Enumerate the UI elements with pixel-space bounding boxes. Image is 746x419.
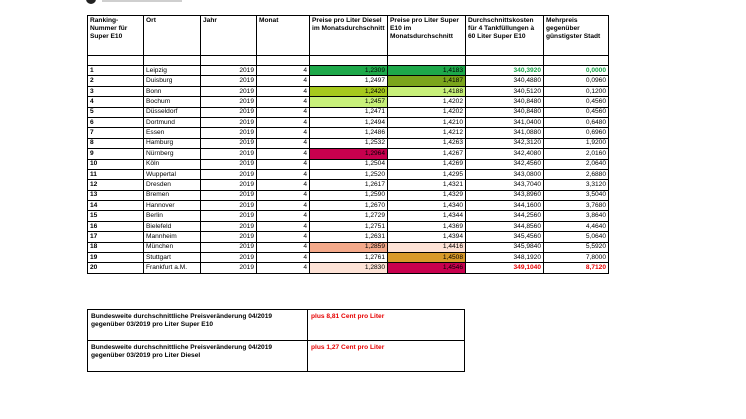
cell-year: 2019 [201,232,257,242]
cell-year: 2019 [201,128,257,138]
cell-year: 2019 [201,190,257,200]
cell-diesel-price: 1,2457 [310,97,388,107]
cell-cost: 349,1040 [466,263,544,273]
cell-extra-price: 3,3120 [544,180,609,190]
cell-cost: 343,0800 [466,169,544,179]
spacer-cell [257,56,310,66]
cell-month: 4 [257,211,310,221]
table-row [88,97,609,107]
table-row [88,180,609,190]
cell-cost: 343,8960 [466,190,544,200]
cell-year: 2019 [201,263,257,273]
cell-e10-price: 1,4369 [388,221,466,231]
cell-year: 2019 [201,117,257,127]
cell-rank: 4 [88,97,144,107]
cell-rank: 15 [88,211,144,221]
cell-year: 2019 [201,97,257,107]
cell-city: Duisburg [144,76,201,86]
cell-cost: 345,4560 [466,232,544,242]
cell-city: Bonn [144,86,201,96]
cell-city: Dresden [144,180,201,190]
cell-city: Berlin [144,211,201,221]
cell-city: Leipzig [144,66,201,76]
summary-label: Bundesweite durchschnittliche Preisveränderung 04/2019 gegenüber 03/2019 pro Liter Diesel [88,341,308,372]
cell-e10-price: 1,4187 [388,76,466,86]
cell-e10-price: 1,4267 [388,149,466,159]
cell-diesel-price: 1,2631 [310,232,388,242]
cell-diesel-price: 1,2471 [310,107,388,117]
cell-diesel-price: 1,2497 [310,76,388,86]
summary-row-diesel [88,341,465,372]
cell-e10-price: 1,4202 [388,97,466,107]
cell-year: 2019 [201,149,257,159]
cell-year: 2019 [201,221,257,231]
table-row [88,190,609,200]
cell-month: 4 [257,180,310,190]
cell-city: Nürnberg [144,149,201,159]
cell-extra-price: 0,4560 [544,107,609,117]
cell-cost: 344,2560 [466,211,544,221]
cell-extra-price: 3,8640 [544,211,609,221]
cell-cost: 341,0880 [466,128,544,138]
cell-month: 4 [257,107,310,117]
cell-e10-price: 1,4263 [388,138,466,148]
summary-label: Bundesweite durchschnittliche Preisveränderung 04/2019 gegenüber 03/2019 pro Liter Super E10 [88,310,308,341]
cell-city: Köln [144,159,201,169]
cell-extra-price: 3,5040 [544,190,609,200]
cell-cost: 344,1600 [466,201,544,211]
cell-city: Frankfurt a.M. [144,263,201,273]
spacer-cell [144,56,201,66]
cell-cost: 340,4880 [466,76,544,86]
cell-month: 4 [257,263,310,273]
cell-rank: 14 [88,201,144,211]
cell-year: 2019 [201,66,257,76]
cell-month: 4 [257,86,310,96]
cell-rank: 2 [88,76,144,86]
cell-month: 4 [257,190,310,200]
cell-extra-price: 0,6480 [544,117,609,127]
cell-extra-price: 0,1200 [544,86,609,96]
cell-rank: 18 [88,242,144,252]
cell-city: Mannheim [144,232,201,242]
cell-extra-price: 5,0640 [544,232,609,242]
cell-cost: 340,3920 [466,66,544,76]
cell-e10-price: 1,4269 [388,159,466,169]
cell-e10-price: 1,4508 [388,253,466,263]
cell-diesel-price: 1,2532 [310,138,388,148]
cell-extra-price: 0,0960 [544,76,609,86]
cell-city: Hamburg [144,138,201,148]
cell-e10-price: 1,4295 [388,169,466,179]
cell-rank: 12 [88,180,144,190]
cell-year: 2019 [201,201,257,211]
cell-month: 4 [257,117,310,127]
cell-city: Stuttgart [144,253,201,263]
cell-year: 2019 [201,253,257,263]
cell-month: 4 [257,97,310,107]
cell-month: 4 [257,201,310,211]
cell-city: Hannover [144,201,201,211]
cell-e10-price: 1,4188 [388,86,466,96]
cell-e10-price: 1,4340 [388,201,466,211]
cell-cost: 344,8560 [466,221,544,231]
cell-extra-price: 3,7680 [544,201,609,211]
cell-month: 4 [257,253,310,263]
cell-rank: 13 [88,190,144,200]
cell-e10-price: 1,4416 [388,242,466,252]
cell-extra-price: 5,5920 [544,242,609,252]
spacer-cell [466,56,544,66]
cell-e10-price: 1,4329 [388,190,466,200]
cell-diesel-price: 1,2729 [310,211,388,221]
cell-extra-price: 0,0000 [544,66,609,76]
cell-diesel-price: 1,2761 [310,253,388,263]
cell-e10-price: 1,4212 [388,128,466,138]
cell-city: Düsseldorf [144,107,201,117]
cell-rank: 20 [88,263,144,273]
table-row [88,169,609,179]
summary-row-e10 [88,310,465,341]
cell-extra-price: 0,6960 [544,128,609,138]
header-year: Jahr [201,16,257,56]
cell-extra-price: 2,0160 [544,149,609,159]
table-row [88,66,609,76]
cell-rank: 17 [88,232,144,242]
cell-diesel-price: 1,2504 [310,159,388,169]
table-row [88,128,609,138]
cell-year: 2019 [201,76,257,86]
cell-diesel-price: 1,2486 [310,128,388,138]
spacer-cell [544,56,609,66]
header-city: Ort [144,16,201,56]
cell-city: Dortmund [144,117,201,127]
cell-e10-price: 1,4210 [388,117,466,127]
cell-extra-price: 8,7120 [544,263,609,273]
cell-month: 4 [257,76,310,86]
cell-city: Wuppertal [144,169,201,179]
cell-extra-price: 0,4560 [544,97,609,107]
cell-diesel-price: 1,2964 [310,149,388,159]
table-row [88,138,609,148]
cell-month: 4 [257,169,310,179]
cell-year: 2019 [201,180,257,190]
cell-cost: 342,4080 [466,149,544,159]
table-row [88,149,609,159]
cell-e10-price: 1,4183 [388,66,466,76]
cell-year: 2019 [201,211,257,221]
table-row [88,107,609,117]
cell-city: Bielefeld [144,221,201,231]
table-row [88,159,609,169]
header-rank: Ranking-Nummer für Super E10 [88,16,144,56]
table-row [88,232,609,242]
cell-rank: 19 [88,253,144,263]
spacer-cell [88,56,144,66]
ranking-table [87,15,609,274]
cell-rank: 3 [88,86,144,96]
cell-cost: 340,8480 [466,107,544,117]
summary-value: plus 8,81 Cent pro Liter [308,310,465,341]
table-row [88,86,609,96]
cell-extra-price: 2,6880 [544,169,609,179]
cell-extra-price: 4,4640 [544,221,609,231]
cell-diesel-price: 1,2420 [310,86,388,96]
cell-month: 4 [257,159,310,169]
logo-text-fragment [102,0,182,2]
cell-rank: 7 [88,128,144,138]
summary-value: plus 1,27 Cent pro Liter [308,341,465,372]
cell-e10-price: 1,4202 [388,107,466,117]
table-row [88,76,609,86]
cell-cost: 342,3120 [466,138,544,148]
cell-month: 4 [257,128,310,138]
cell-diesel-price: 1,2617 [310,180,388,190]
cell-extra-price: 2,0640 [544,159,609,169]
cell-e10-price: 1,4546 [388,263,466,273]
cell-month: 4 [257,149,310,159]
cell-diesel-price: 1,2830 [310,263,388,273]
cell-month: 4 [257,138,310,148]
cell-e10-price: 1,4321 [388,180,466,190]
cell-city: München [144,242,201,252]
cell-year: 2019 [201,159,257,169]
cell-e10-price: 1,4344 [388,211,466,221]
cell-diesel-price: 1,2751 [310,221,388,231]
table-row [88,201,609,211]
table-row [88,221,609,231]
cell-diesel-price: 1,2520 [310,169,388,179]
top-logo-strip [80,0,210,6]
cell-year: 2019 [201,169,257,179]
table-row [88,211,609,221]
cell-cost: 340,5120 [466,86,544,96]
cell-extra-price: 7,8000 [544,253,609,263]
cell-diesel-price: 1,2309 [310,66,388,76]
cell-month: 4 [257,66,310,76]
cell-city: Essen [144,128,201,138]
header-extra: Mehrpreis gegenüber günstigster Stadt [544,16,609,56]
spacer-cell [201,56,257,66]
cell-month: 4 [257,232,310,242]
header-e10: Preise pro Liter Super E10 im Monatsdurchschnitt [388,16,466,56]
cell-diesel-price: 1,2590 [310,190,388,200]
spacer-cell [310,56,388,66]
cell-cost: 340,8480 [466,97,544,107]
cell-extra-price: 1,9200 [544,138,609,148]
summary-table [87,309,465,372]
header-month: Monat [257,16,310,56]
cell-city: Bremen [144,190,201,200]
header-spacer-row [88,56,609,66]
cell-diesel-price: 1,2859 [310,242,388,252]
table-header-row [88,16,609,56]
table-row [88,242,609,252]
cell-year: 2019 [201,138,257,148]
cell-e10-price: 1,4394 [388,232,466,242]
cell-cost: 348,1920 [466,253,544,263]
logo-icon [86,0,96,4]
cell-cost: 342,4560 [466,159,544,169]
cell-year: 2019 [201,242,257,252]
cell-rank: 16 [88,221,144,231]
cell-rank: 5 [88,107,144,117]
header-diesel: Preise pro Liter Diesel im Monatsdurchschnitt [310,16,388,56]
cell-rank: 11 [88,169,144,179]
cell-diesel-price: 1,2494 [310,117,388,127]
cell-rank: 10 [88,159,144,169]
cell-city: Bochum [144,97,201,107]
cell-rank: 1 [88,66,144,76]
cell-cost: 341,0400 [466,117,544,127]
ranking-table-body [88,66,609,274]
cell-month: 4 [257,242,310,252]
cell-rank: 9 [88,149,144,159]
table-row [88,117,609,127]
table-row [88,253,609,263]
table-row [88,263,609,273]
cell-cost: 345,9840 [466,242,544,252]
spacer-cell [388,56,466,66]
cell-diesel-price: 1,2670 [310,201,388,211]
cell-year: 2019 [201,107,257,117]
header-cost: Durchschnittskosten für 4 Tankfüllungen à 60 Liter Super E10 [466,16,544,56]
cell-rank: 6 [88,117,144,127]
cell-rank: 8 [88,138,144,148]
cell-cost: 343,7040 [466,180,544,190]
cell-year: 2019 [201,86,257,96]
cell-month: 4 [257,221,310,231]
